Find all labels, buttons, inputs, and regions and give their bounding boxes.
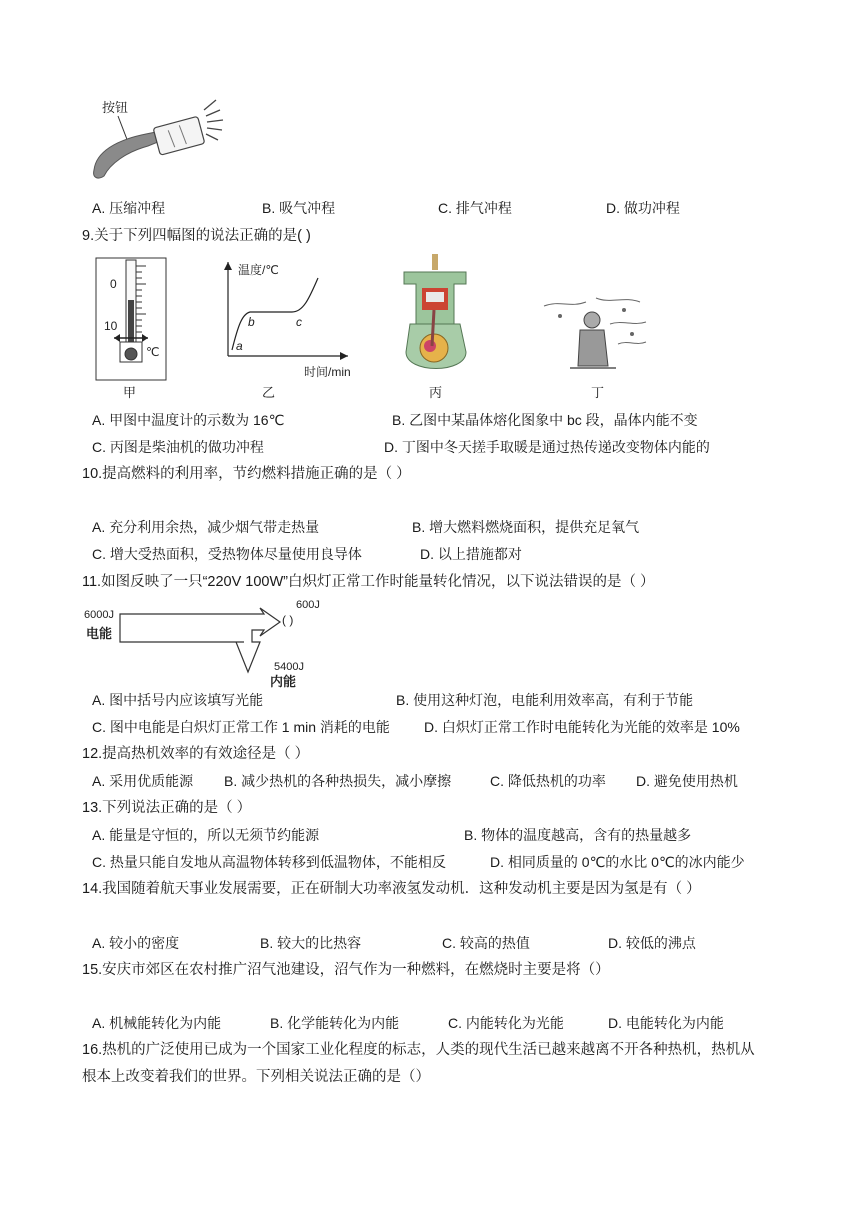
- light-energy-value: 600J: [296, 599, 320, 611]
- tick-10: 10: [104, 319, 118, 333]
- q14-option-d[interactable]: D. 较低的沸点: [608, 935, 696, 951]
- point-c: c: [296, 315, 302, 329]
- q12-option-a[interactable]: A. 采用优质能源: [92, 773, 194, 789]
- q10-stem: 10.提高燃料的利用率，节约燃料措施正确的是（ ）: [82, 466, 411, 482]
- fig-jia-caption: 甲: [123, 386, 137, 401]
- q11-option-b[interactable]: B. 使用这种灯泡，电能利用效率高，有利于节能: [396, 692, 694, 708]
- q13-option-c[interactable]: C. 热量只能自发地从高温物体转移到低温物体，不能相反: [92, 854, 446, 870]
- x-axis-label: 时间/min: [304, 365, 351, 379]
- q12-option-d[interactable]: D. 避免使用热机: [636, 773, 738, 789]
- q8-option-a[interactable]: A. 压缩冲程: [92, 200, 166, 216]
- heat-energy-value: 5400J: [274, 661, 304, 673]
- input-energy-label: 电能: [86, 626, 113, 641]
- fig-bing-caption: 丙: [429, 386, 443, 401]
- q15-option-c[interactable]: C. 内能转化为光能: [448, 1015, 564, 1031]
- ignition-lighter-figure: [86, 92, 236, 182]
- q10-option-a[interactable]: A. 充分利用余热，减少烟气带走热量: [92, 519, 320, 535]
- q9-option-c[interactable]: C. 丙图是柴油机的做功冲程: [92, 439, 264, 455]
- q15-stem: 15.安庆市郊区在农村推广沼气池建设，沼气作为一种燃料，在燃烧时主要是将（）: [82, 962, 610, 978]
- unit-celsius: ℃: [146, 345, 160, 359]
- q10-option-b[interactable]: B. 增大燃料燃烧面积，提供充足氧气: [412, 519, 640, 535]
- point-b: b: [248, 315, 255, 329]
- q10-option-d[interactable]: D. 以上措施都对: [420, 546, 522, 562]
- q13-stem: 13.下列说法正确的是（ ）: [82, 800, 252, 816]
- q14-stem: 14.我国随着航天事业发展需要，正在研制大功率液氢发动机．这种发动机主要是因为氢是有（ ）: [82, 881, 701, 897]
- fig-bing-engine: [396, 252, 476, 384]
- q9-option-b[interactable]: B. 乙图中某晶体熔化图象中 bc 段，晶体内能不变: [392, 412, 698, 428]
- y-axis-label: 温度/℃: [238, 263, 279, 277]
- q8-option-d[interactable]: D. 做功冲程: [606, 200, 680, 216]
- light-energy-blank: ( ): [282, 613, 294, 627]
- q9-stem: 9.关于下列四幅图的说法正确的是( ): [82, 228, 311, 244]
- q13-option-d[interactable]: D. 相同质量的 0℃的水比 0℃的冰内能少: [490, 854, 745, 870]
- q15-option-a[interactable]: A. 机械能转化为内能: [92, 1015, 222, 1031]
- fig-yi-caption: 乙: [262, 386, 276, 401]
- q12-stem: 12.提高热机效率的有效途径是（ ）: [82, 746, 310, 762]
- q15-option-d[interactable]: D. 电能转化为内能: [608, 1015, 724, 1031]
- point-a: a: [236, 339, 243, 353]
- q8-option-c[interactable]: C. 排气冲程: [438, 200, 512, 216]
- q12-option-b[interactable]: B. 减少热机的各种热损失，减小摩擦: [224, 773, 452, 789]
- q11-option-d[interactable]: D. 白炽灯正常工作时电能转化为光能的效率是 10%: [424, 719, 740, 735]
- q13-option-b[interactable]: B. 物体的温度越高，含有的热量越多: [464, 827, 692, 843]
- q14-option-a[interactable]: A. 较小的密度: [92, 935, 180, 951]
- q9-option-d[interactable]: D. 丁图中冬天搓手取暖是通过热传递改变物体内能的: [384, 439, 710, 455]
- button-label: 按钮: [102, 100, 129, 115]
- q15-option-b[interactable]: B. 化学能转化为内能: [270, 1015, 400, 1031]
- q11-stem: 11.如图反映了一只“220V 100W”白炽灯正常工作时能量转化情况，以下说法错误的是（ ）: [82, 574, 655, 590]
- q13-option-a[interactable]: A. 能量是守恒的，所以无须节约能源: [92, 827, 320, 843]
- fig-jia-thermometer: [92, 256, 172, 392]
- heat-energy-label: 内能: [270, 674, 297, 689]
- q11-option-c[interactable]: C. 图中电能是白炽灯正常工作 1 min 消耗的电能: [92, 719, 390, 735]
- q11-option-a[interactable]: A. 图中括号内应该填写光能: [92, 692, 264, 708]
- q10-option-c[interactable]: C. 增大受热面积，受热物体尽量使用良导体: [92, 546, 362, 562]
- energy-flow-diagram: [84, 594, 344, 690]
- q16-stem-line1: 16.热机的广泛使用已成为一个国家工业化程度的标志，人类的现代生活已越来越离不开各种热机，热机从: [82, 1042, 755, 1058]
- fig-yi-melting-graph: [214, 256, 364, 386]
- fig-ding-caption: 丁: [591, 386, 605, 401]
- fig-ding-winter-scene: [540, 294, 650, 380]
- q9-option-a[interactable]: A. 甲图中温度计的示数为 16℃: [92, 412, 285, 428]
- q14-option-b[interactable]: B. 较大的比热容: [260, 935, 362, 951]
- tick-0: 0: [110, 277, 117, 291]
- q14-option-c[interactable]: C. 较高的热值: [442, 935, 530, 951]
- q12-option-c[interactable]: C. 降低热机的功率: [490, 773, 606, 789]
- q8-option-b[interactable]: B. 吸气冲程: [262, 200, 336, 216]
- q16-stem-line2: 根本上改变着我们的世界。下列相关说法正确的是（）: [82, 1069, 430, 1085]
- input-energy-value: 6000J: [84, 609, 114, 621]
